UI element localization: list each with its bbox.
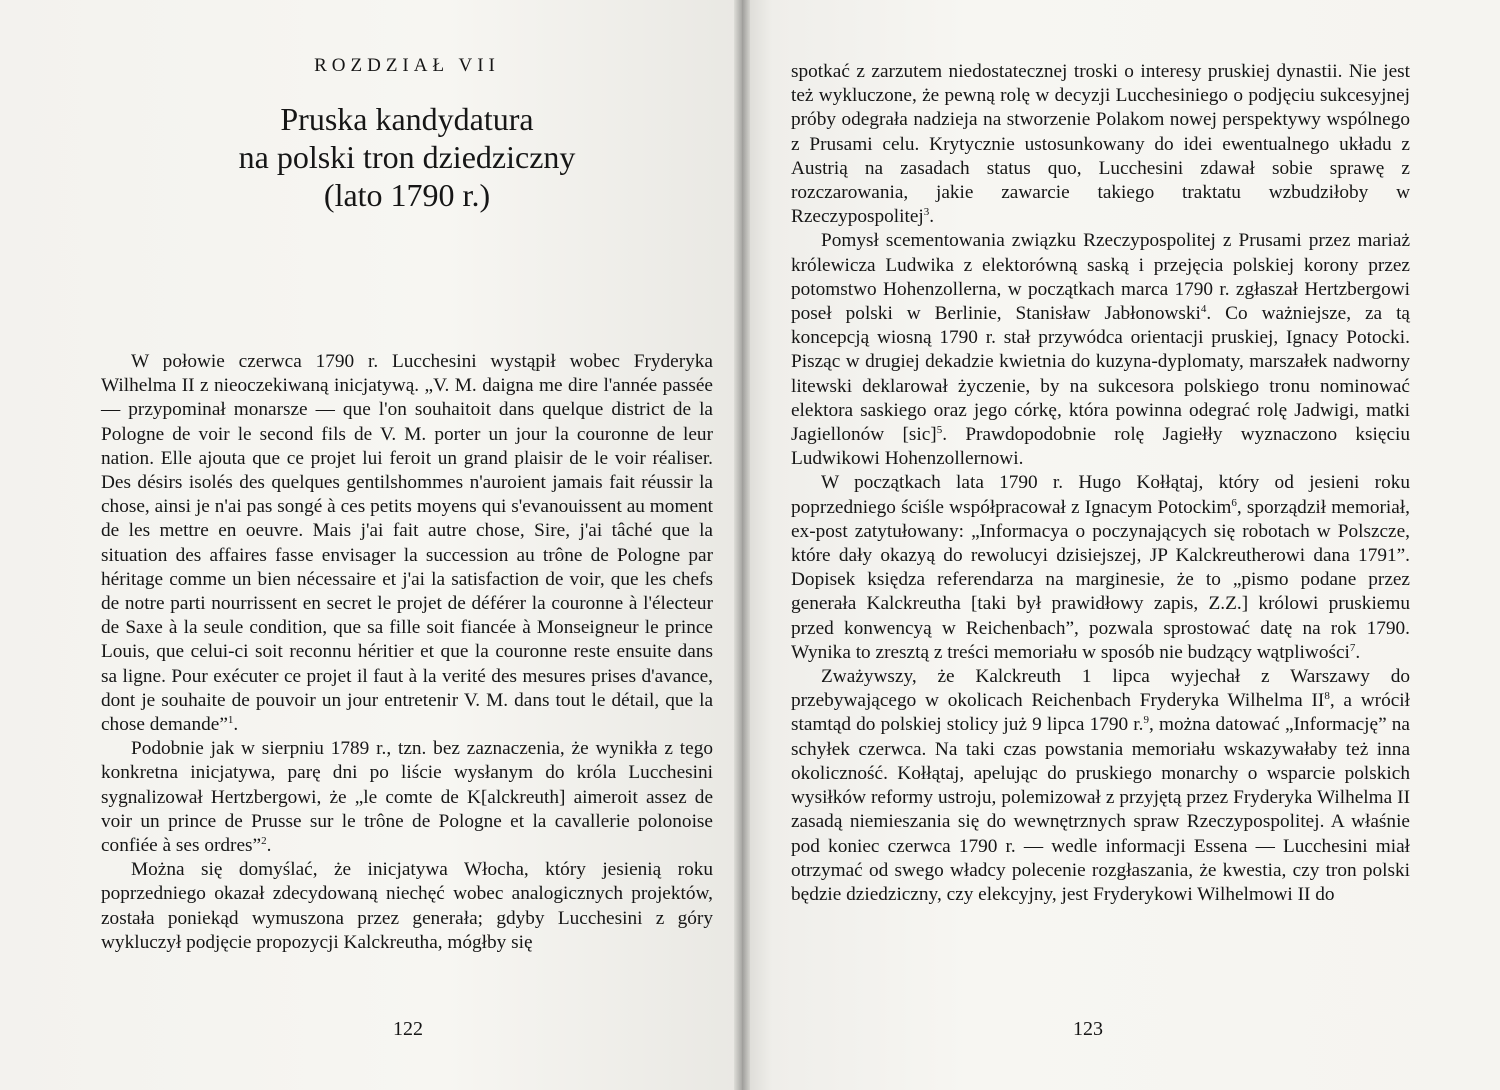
paragraph-text: Można się domyślać, że inicjatywa Włocha, który jesienią roku poprzedniego okazał zdecydowaną niechęć wobec analogicznych projektów, została poniekąd wymuszona przez generała; gdyby Lucchesini z góry wykluczył podjęcie propozycji Kalckreutha, mógłby się (101, 859, 713, 953)
footnote-mark: 7 (1349, 641, 1356, 654)
paragraph: Podobnie jak w sierpniu 1789 r., tzn. bez zaznaczenia, że wynikła z tego konkretna inicjatywa, parę dni po liście wysłanym do króla Lucchesini sygnalizował Hertzbergowi, że „le comte de K[alckreuth] aimeroit assez de voir un prince de Prusse sur le trône de Pologne et la cavallerie polonoise confiée à ses ordres”$^2$. (101, 738, 713, 857)
paragraph (791, 471, 1410, 665)
paragraph-text: , a wrócił stamtąd do polskiej stolicy już 9 lipca 1790 r. (791, 690, 1411, 736)
paragraph-text: Podobnie jak w sierpniu 1789 r., tzn. bez zaznaczenia, że wynikła z tego konkretna inicjatywa, parę dni po liście wysłanym do króla Lucchesini sygnalizował Hertzbergowi, że „le comte de K[alckreuth] aimeroit assez de voir un prince de Prusse sur le trône de Pologne et la cavallerie polonoise confiée à ses ordres” (101, 738, 713, 857)
footnote-mark: 9 (1143, 714, 1149, 727)
footnote-mark: 4 (1200, 303, 1207, 316)
footnote-mark: 3 (923, 206, 930, 219)
paragraph: spotkać z zarzutem niedostatecznej troski o interesy pruskiej dynastii. Nie jest też wykluczone, że pewną rolę w decyzji Lucchesiniego o podjęciu sukcesyjnej próby odegrała nadzieja na stworzenie Polakom nowej perspektywy wspólnego z Prusami celu. Krytycznie ustosunkowany do idei ewentualnego układu z Austrią na zasadach status quo, Lucchesini zdawał sobie sprawę z rozczarowania, jakie zawarcie takiego traktatu wzbudziłoby w Rzeczypospolitej$^3$. (791, 61, 1410, 228)
footnote-mark: 1 (227, 714, 234, 727)
paragraph (791, 229, 1410, 471)
page-number-left: 122 (393, 1018, 423, 1040)
chapter-title (101, 100, 713, 214)
paragraph-text: Pomysł scementowania związku Rzeczypospolitej z Prusami przez mariaż królewicza Ludwika z elektorówną saską i przejęcia polskiej korony przez potomstwo Hohenzollerna, w początkach marca 1790 r. zgłaszał Hertzbergowi poseł polski w Berlinie, Stanisław Jabłonowski (791, 230, 1410, 325)
paragraph (101, 858, 713, 955)
paragraph-text: W połowie czerwca 1790 r. Lucchesini wystąpił wobec Fryderyka Wilhelma II z nieoczekiwaną inicjatywą. „V. M. daigna me dire l'année passée — przypominał monarsze — que l'on souhaitoit dans quelque district de la Pologne de voir le second fils de V. M. porter un jour la couronne de leur nation. Elle ajouta que ce projet lui feroit un grand plaisir de le voir réaliser. Des désirs isolés des quelques gentilshommes n'auroient jamais fait réussir la chose, ainsi je n'ai pas songé à ces petits moyens qui s'evanouissent au moment de les mettre en oeuvre. Mais j'ai fait autre chose, Sire, j'ai tâché que la situation des affaires fasse envisager la succession au trône de Pologne par héritage comme un bien nécessaire et j'ai la satisfaction de voir, que les chefs de notre parti nourrissent en secret le projet de déférer la couronne à l'électeur de Saxe à la seule condition, que sa fille soit fiancée à Monseigneur le prince Louis, que celui-ci soit reconnu héritier et que la couronne reste ensuite dans sa ligne. Pour exécuter ce projet il faut à la verité des mesures prises d'avance, dont je souhaite de pouvoir un jour entretenir V. M. dans tout le détail, que la chose demande” (101, 351, 713, 736)
paragraph-text: . Prawdopodobnie rolę Jagiełły wyznaczono księciu Ludwikowi Hohenzollernowi. (791, 424, 1410, 470)
paragraph-text: , sporządził memoriał, ex-post zatytułowany: „Informacya o poczynających się robotach w Polszcze, które dały okazyą do rewolucyi dzisiejszej, JP Kalckreutherowi dana 1791”. Dopisek księdza referendarza na marginesie, że to „pismo podane przez generała Kalckreutha [taki był prawidłowy zapis, Z.Z.] królowi pruskiemu przed konwencyą w Reichenbach”, pozwala sprostować datę na rok 1790. Wynika to zresztą z treści memoriału w sposób nie budzący wątpliwości (791, 496, 1410, 663)
paragraph-text: . (1355, 641, 1361, 663)
footnote-mark: 8 (1324, 690, 1330, 703)
paragraph-text: , można datować „Informację” na schyłek czerwca. Na taki czas powstania memoriału wskazywałaby też inna okoliczność. Kołłątaj, apelując do pruskiego monarchy o wsparcie polskich wysiłków reformy ustroju, polemizował z przyjętą przez Fryderyka Wilhelma II zasadą niemieszania się do wewnętrznych spraw Rzeczypospolitej. A właśnie pod koniec czerwca 1790 r. — wedle informacji Essena — Lucchesini miał otrzymać od swego władcy polecenie rozgłaszania, że kwestia, czy tron polski będzie dziedziczny, czy elekcyjny, jest Fryderykowi Wilhelmowi II do (791, 714, 1410, 905)
paragraph-text: . Co ważniejsze, za tą koncepcją wiosną 1790 r. stał przywódca orientacji pruskiej, Ignacy Potocki. Pisząc w drugiej dekadzie kwietnia do kuzyna-dyplomaty, marszałek nadworny litewski deklarował życzenie, by na sukcesora polskiego tronu nominować elektora saskiego oraz jego córkę, która powinna odegrać rolę Jadwigi, matki Jagiellonów [sic] (791, 303, 1410, 446)
paragraph: W połowie czerwca 1790 r. Lucchesini wystąpił wobec Fryderyka Wilhelma II z nieoczekiwaną inicjatywą. „V. M. daigna me dire l'année passée — przypominał monarsze — que l'on souhaitoit dans quelque district de la Pologne de voir le second fils de V. M. porter un jour la couronne de leur nation. Elle ajouta que ce projet lui feroit un grand plaisir de le voir réaliser. Des désirs isolés des quelques gentilshommes n'auroient jamais fait réussir la chose, ainsi je n'ai pas songé à ces petits moyens qui s'evanouissent au moment de les mettre en oeuvre. Mais j'ai fait autre chose, Sire, j'ai tâché que la situation des affaires fasse envisager la succession au trône de Pologne par héritage comme un bien nécessaire et j'ai la satisfaction de voir, que les chefs de notre parti nourrissent en secret le projet de déférer la couronne à l'électeur de Saxe à la seule condition, que sa fille soit fiancée à Monseigneur le prince Louis, que celui-ci soit reconnu héritier et que la couronne reste ensuite dans sa ligne. Pour exécuter ce projet il faut à la verité des mesures prises d'avance, dont je souhaite de pouvoir un jour entretenir V. M. dans tout le détail, que la chose demande”$^1$. (101, 351, 713, 736)
chapter-heading: ROZDZIAŁ VII (314, 55, 500, 76)
footnote-mark: 6 (1231, 496, 1237, 509)
footnote-mark: 5 (936, 424, 943, 437)
right-page-body (791, 60, 1410, 907)
chapter-title-line: na polski tron dziedziczny (238, 139, 576, 175)
chapter-title-line: (lato 1790 r.) (323, 177, 491, 213)
chapter-title-line: Pruska kandydatura (280, 101, 534, 137)
footnote-mark: 2 (261, 835, 267, 848)
book-gutter (734, 0, 750, 1090)
paragraph (791, 665, 1410, 907)
paragraph-text: Zważywszy, że Kalckreuth 1 lipca wyjechał z Warszawy do przebywającego w okolicach Reichenbach Fryderyka Wilhelma II (791, 666, 1410, 712)
paragraph-text: W początkach lata 1790 r. Hugo Kołłątaj, który od jesieni roku poprzedniego ściśle współpracował z Ignacym Potockim (791, 472, 1410, 518)
page-number-right: 123 (1073, 1018, 1103, 1040)
paragraph-text: spotkać z zarzutem niedostatecznej troski o interesy pruskiej dynastii. Nie jest też wykluczone, że pewną rolę w decyzji Lucchesiniego o podjęciu sukcesyjnej próby odegrała nadzieja na stworzenie Polakom nowej perspektywy wspólnego z Prusami celu. Krytycznie ustosunkowany do idei ewentualnego układu z Austrią na zasadach status quo, Lucchesini zdawał sobie sprawę z rozczarowania, jakie zawarcie takiego traktatu wzbudziłoby w Rzeczypospolitej (791, 61, 1410, 228)
left-page-body (101, 350, 713, 955)
